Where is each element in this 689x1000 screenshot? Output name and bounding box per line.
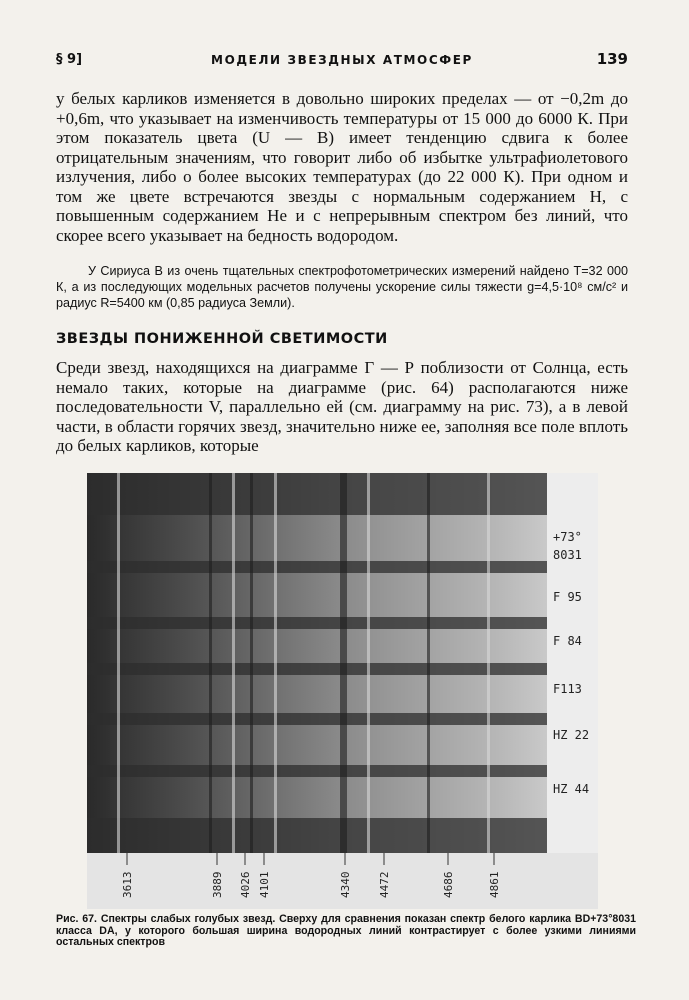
wavelength-label: 4861: [488, 871, 501, 898]
separator-band: [87, 818, 547, 853]
wavelength-label: 3613: [121, 871, 134, 898]
running-title: МОДЕЛИ ЗВЕЗДНЫХ АТМОСФЕР: [211, 53, 473, 67]
spectral-line: [232, 473, 235, 853]
section-mark: § 9]: [56, 52, 83, 67]
small-print-note: У Сириуса B из очень тщательных спектрофотометрических измерений найдено T=32 000 К, а из последующих модельных расчетов получены ускорение силы тяжести g=4,5·10⁸ см/с² и радиус R=5400 км (0,85 радиуса Земли).: [56, 264, 628, 310]
wavelength-label: 4340: [339, 871, 352, 898]
spectrum-label: F 84: [553, 634, 582, 648]
spectral-line: [250, 473, 253, 853]
separator-band: [87, 617, 547, 629]
paragraph-1: у белых карликов изменяется в довольно широких пределах — от −0,2m до +0,6m, что указывает на изменчивость температуры от 15 000 до 6000 К. При этом показатель цвета (U — B) имеет тенденцию сдвига к более отрицательным значениям, что говорит либо об избытке ультрафиолетового излучения, либо о более высоких температурах (до 22 000 К). При одном и том же цвете встречаются звезды с нормальным содержанием H, с повышенным содержанием He и с непрерывным спектром без линий, что скорее всего указывает на бедность водородом.: [56, 89, 628, 245]
running-header: [56, 50, 628, 72]
wavelength-label: 4686: [442, 871, 455, 898]
wavelength-label: 3889: [211, 871, 224, 898]
separator-band: [87, 473, 547, 515]
spectral-line: [274, 473, 277, 853]
spectra-plate: [87, 473, 598, 909]
wavelength-label: 4026: [239, 871, 252, 898]
page-number: 139: [596, 50, 628, 68]
separator-band: [87, 561, 547, 573]
spectral-line: [209, 473, 212, 853]
wavelength-label: 4472: [378, 871, 391, 898]
spectrum-label: 8031: [553, 548, 582, 562]
spectral-line: [340, 473, 347, 853]
wavelength-label: 4101: [258, 871, 271, 898]
spectrum-label: HZ 22: [553, 728, 590, 742]
spectral-line: [117, 473, 120, 853]
spectral-line: [427, 473, 430, 853]
separator-band: [87, 663, 547, 675]
spectrum-label: HZ 44: [553, 782, 590, 796]
spectra-figure: [87, 473, 598, 909]
spectral-line: [487, 473, 490, 853]
separator-band: [87, 765, 547, 777]
paragraph-2: Среди звезд, находящихся на диаграмме Г — Р поблизости от Солнца, есть немало таких, которые на диаграмме (рис. 64) располагаются ниже последовательности V, параллельно ей (см. диаграмму на рис. 73), а в левой части, в области горячих звезд, значительно ниже ее, заполняя все поле вплоть до белых карликов, которые: [56, 358, 628, 455]
spectral-line: [367, 473, 370, 853]
separator-band: [87, 713, 547, 725]
spectrum-label: F 95: [553, 590, 582, 604]
figure-caption: Рис. 67. Спектры слабых голубых звезд. Сверху для сравнения показан спектр белого карлика BD+73°8031 класса DA, у которого большая ширина водородных линий контрастирует с более узкими линиями остальных спектров: [56, 913, 636, 949]
spectrum-label: F113: [553, 682, 582, 696]
section-heading: ЗВЕЗДЫ ПОНИЖЕННОЙ СВЕТИМОСТИ: [56, 331, 388, 347]
spectrum-label: +73°: [553, 530, 582, 544]
